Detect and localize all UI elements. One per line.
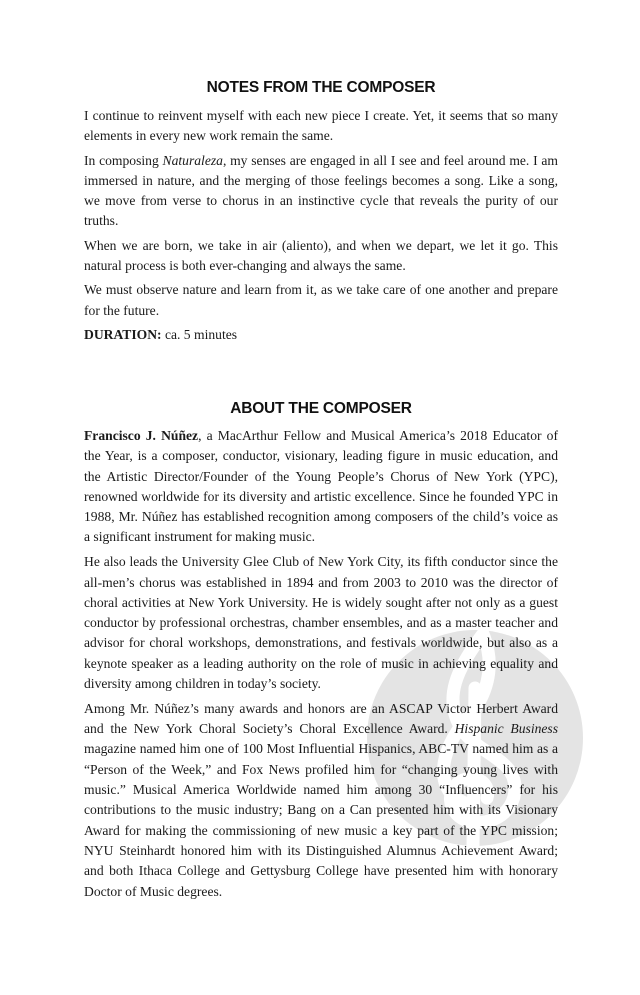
about-paragraph-2: He also leads the University Glee Club of New York City, its fifth conductor since the all-men’s chorus was established in 1894 and from 2003 to 2010 was the director of choral activities at New York University. He is widely sought after not only as a guest conductor by professional orchestras, chamber ensembles, and as a master teacher and advisor for choral workshops, demonstrations, and festivals worldwide, but also as a keynote speaker as a leading authority on the role of music in achieving equality and diversity among children in today’s society. — [84, 554, 558, 692]
notes-paragraph-4: We must observe nature and learn from it, as we take care of one another and prepare for the future. — [84, 282, 558, 318]
notes-paragraph-2 — [84, 151, 558, 232]
duration-value: ca. 5 minutes — [161, 327, 238, 342]
text-run: Among Mr. Núñez’s many awards and honors are an ASCAP Victor Herbert Award and the New York Choral Society’s Choral Excellence Award. — [84, 700, 558, 737]
duration-label: DURATION: — [84, 327, 162, 342]
notes-heading: NOTES FROM THE COMPOSER — [206, 79, 436, 96]
about-paragraph-3 — [84, 699, 558, 902]
about-paragraph-1 — [84, 426, 558, 548]
text-run: , a MacArthur Fellow and Musical America’s 2018 Educator of the Year, is a composer, conductor, visionary, leading figure in music education, and the Artistic Director/Founder of the Young People’s Chorus of New York (YPC), renowned worldwide for its diversity and artistic excellence. Since he founded YPC in 1988, Mr. Núñez has established recognition among composers of the child’s voice as a significant instrument for making music. — [84, 428, 558, 545]
text-run: , my senses are engaged in all I see and feel around me. I am immersed in nature, and the merging of those feelings becomes a song. Like a song, we move from verse to chorus in an instinctive cycle that reveals the purity of our truths. — [84, 152, 558, 229]
work-title: Naturaleza — [162, 152, 223, 168]
composer-name: Francisco J. Núñez — [84, 428, 199, 443]
text-run: In composing — [84, 152, 163, 168]
text-run: magazine named him one of 100 Most Influential Hispanics, ABC-TV named him as a “Person of the Week,” and Fox News profiled him for “changing young lives with music.” Musical America Worldwide named him among 30 “Influencers” for his contributions to the music industry; Bang on a Can presented him with its Visionary Award for making the commissioning of new music a key part of the YPC mission; NYU Steinhardt honored him with its Distinguished Alumnus Achievement Award; and both Ithaca College and Gettysburg College have presented him with honorary Doctor of Music degrees. — [84, 741, 558, 899]
about-body — [84, 426, 558, 906]
notes-body — [84, 106, 558, 325]
magazine-title: Hispanic Business — [454, 721, 559, 737]
duration-line — [84, 325, 558, 345]
about-heading: ABOUT THE COMPOSER — [230, 400, 412, 417]
notes-paragraph-1: I continue to reinvent myself with each new piece I create. Yet, it seems that so many elements in every new work remain the same. — [84, 108, 558, 144]
notes-paragraph-3: When we are born, we take in air (aliento), and when we depart, we let it go. This natural process is both ever-changing and always the same. — [84, 237, 558, 274]
